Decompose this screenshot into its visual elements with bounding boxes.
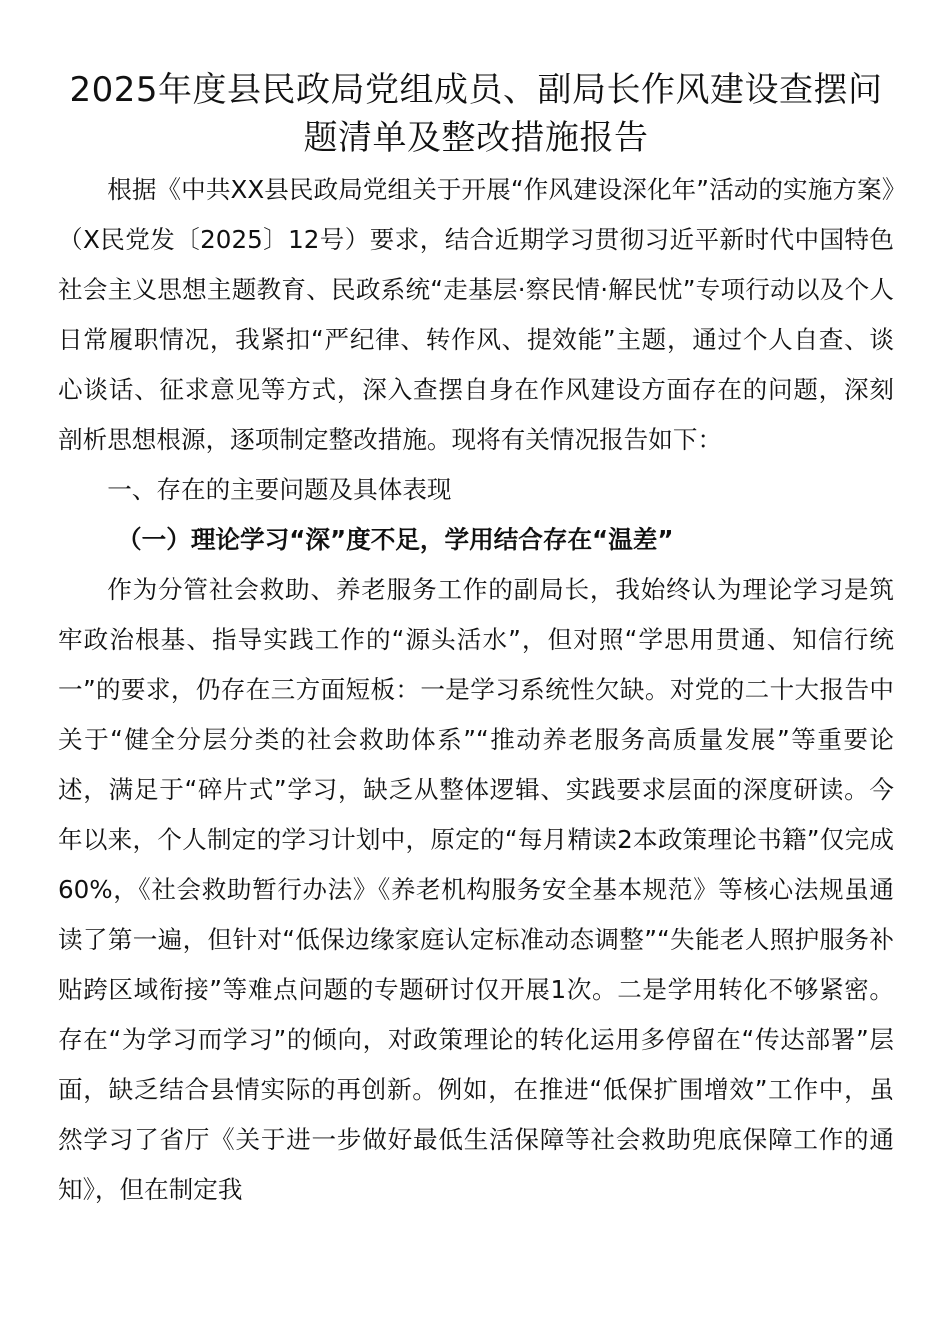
- intro-paragraph: 根据《中共XX县民政局党组关于开展“作风建设深化年”活动的实施方案》（X民党发〔2025〕12号）要求，结合近期学习贯彻习近平新时代中国特色社会主义思想主题教育、民政系统“走基层·察民情·解民忧”专项行动以及个人日常履职情况，我紧扣“严纪律、转作风、提效能”主题，通过个人自查、谈心谈话、征求意见等方式，深入查摆自身在作风建设方面存在的问题，深刻剖析思想根源，逐项制定整改措施。现将有关情况报告如下：: [58, 175, 894, 454]
- document-page: [58, 66, 894, 1215]
- section-heading: 一、存在的主要问题及具体表现: [107, 475, 452, 504]
- subsection-heading: （一）理论学习“深”度不足，学用结合存在“温差”: [117, 525, 674, 554]
- document-title: 2025年度县民政局党组成员、副局长作风建设查摆问题清单及整改措施报告: [69, 70, 883, 158]
- body-paragraph: 作为分管社会救助、养老服务工作的副局长，我始终认为理论学习是筑牢政治根基、指导实践工作的“源头活水”，但对照“学思用贯通、知信行统一”的要求，仍存在三方面短板：一是学习系统性欠缺。对党的二十大报告中关于“健全分层分类的社会救助体系”“推动养老服务高质量发展”等重要论述，满足于“碎片式”学习，缺乏从整体逻辑、实践要求层面的深度研读。今年以来，个人制定的学习计划中，原定的“每月精读2本政策理论书籍”仅完成60%，《社会救助暂行办法》《养老机构服务安全基本规范》等核心法规虽通读了第一遍，但针对“低保边缘家庭认定标准动态调整”“失能老人照护服务补贴跨区域衔接”等难点问题的专题研讨仅开展1次。二是学用转化不够紧密。存在“为学习而学习”的倾向，对政策理论的转化运用多停留在“传达部署”层面，缺乏结合县情实际的再创新。例如，在推进“低保扩围增效”工作中，虽然学习了省厅《关于进一步做好最低生活保障等社会救助兜底保障工作的通知》，但在制定我: [58, 575, 894, 1204]
